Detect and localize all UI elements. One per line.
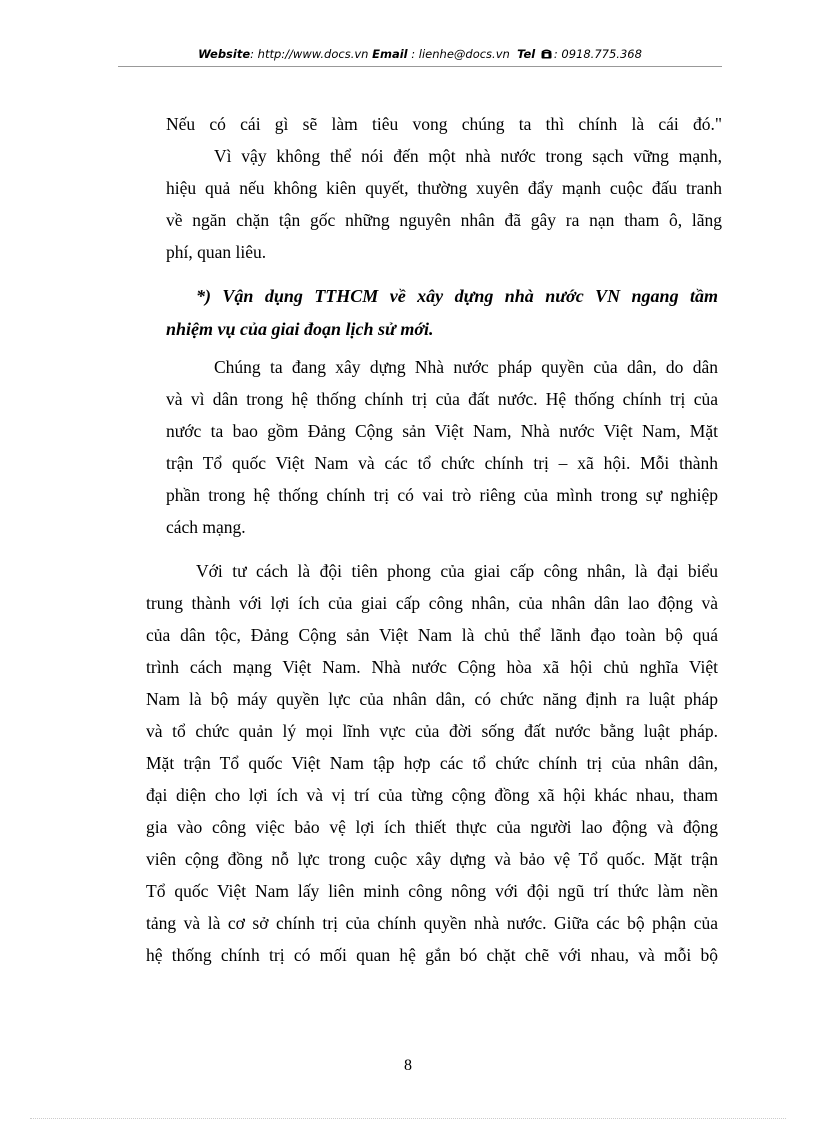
text-line: nước ta bao gồm Đảng Cộng sản Việt Nam, Nhà nước Việt Nam, Mặt [166,421,718,441]
text-line: tảng và là cơ sở chính trị của chính quyền nhà nước. Giữa các bộ phận của [146,913,718,933]
text-line: Chúng ta đang xây dựng Nhà nước pháp quyền của dân, do dân [214,357,718,377]
page-number: 8 [404,1057,412,1074]
text-line: phí, quan liêu. [166,242,267,262]
text-line: Nếu có cái gì sẽ làm tiêu vong chúng ta thì chính là cái đó." [166,114,722,134]
text-line: trung thành với lợi ích của giai cấp công nhân, của nhân dân lao động và [146,593,718,613]
text-line: trình cách mạng Việt Nam. Nhà nước Cộng hòa xã hội chủ nghĩa Việt [146,657,718,677]
heading-line: *) Vận dụng TTHCM về xây dựng nhà nước VN ngang tầm [196,286,718,306]
text-line: viên cộng đồng nỗ lực trong cuộc xây dựng và bảo vệ Tổ quốc. Mặt trận [146,849,718,869]
text-line: gia vào công việc bảo vệ lợi ích thiết thực của người lao động và động [146,817,718,837]
email-value: : lienhe@docs.vn [411,47,510,61]
section-heading [166,280,718,346]
text-line: Nam là bộ máy quyền lực của nhân dân, có chức năng định ra luật pháp [146,689,718,709]
website-label: Website [198,47,251,61]
header-divider [118,66,722,67]
text-line: đại diện cho lợi ích và vị trí của từng cộng đồng xã hội khác nhau, tham [146,785,718,805]
text-line: của dân tộc, Đảng Cộng sản Việt Nam là chủ thể lãnh đạo toàn bộ quá [146,625,718,645]
page-header [118,47,722,61]
text-line: phần trong hệ thống chính trị có vai trò riêng của mình trong sự nghiệp [166,485,718,505]
paragraph-party-role [146,555,718,971]
text-line: trận Tổ quốc Việt Nam và các tổ chức chính trị – xã hội. Mỗi thành [166,453,718,473]
phone-icon [541,48,552,58]
website-value: : http://www.docs.vn [250,47,369,61]
text-line: và vì dân trong hệ thống chính trị của đất nước. Hệ thống chính trị của [166,389,718,409]
text-line: về ngăn chặn tận gốc những nguyên nhân đã gây ra nạn tham ô, lãng [166,210,722,230]
tel-value: : 0918.775.368 [553,47,642,61]
heading-line: nhiệm vụ của giai đoạn lịch sử mới. [166,319,434,339]
text-line: cách mạng. [166,517,246,537]
paragraph-anti-corruption [166,140,722,268]
text-line: Tổ quốc Việt Nam lấy liên minh công nông với đội ngũ trí thức làm nền [146,881,718,901]
text-line: Vì vậy không thể nói đến một nhà nước trong sạch vững mạnh, [214,146,722,166]
paragraph-continuation [166,108,722,140]
text-line: hệ thống chính trị có mối quan hệ gắn bó chặt chẽ với nhau, và mỗi bộ [146,945,718,965]
text-line: Mặt trận Tổ quốc Việt Nam tập hợp các tổ chức chính trị của nhân dân, [146,753,718,773]
text-line: Với tư cách là đội tiên phong của giai cấp công nhân, là đại biểu [196,561,718,581]
tel-label: Tel [517,47,536,61]
text-line: hiệu quả nếu không kiên quyết, thường xuyên đẩy mạnh cuộc đấu tranh [166,178,722,198]
text-line: và tổ chức quản lý mọi lĩnh vực của đời sống đất nước bằng luật pháp. [146,721,718,741]
footer-divider [30,1118,786,1119]
paragraph-rule-of-law [166,351,718,543]
email-label: Email [372,47,408,61]
